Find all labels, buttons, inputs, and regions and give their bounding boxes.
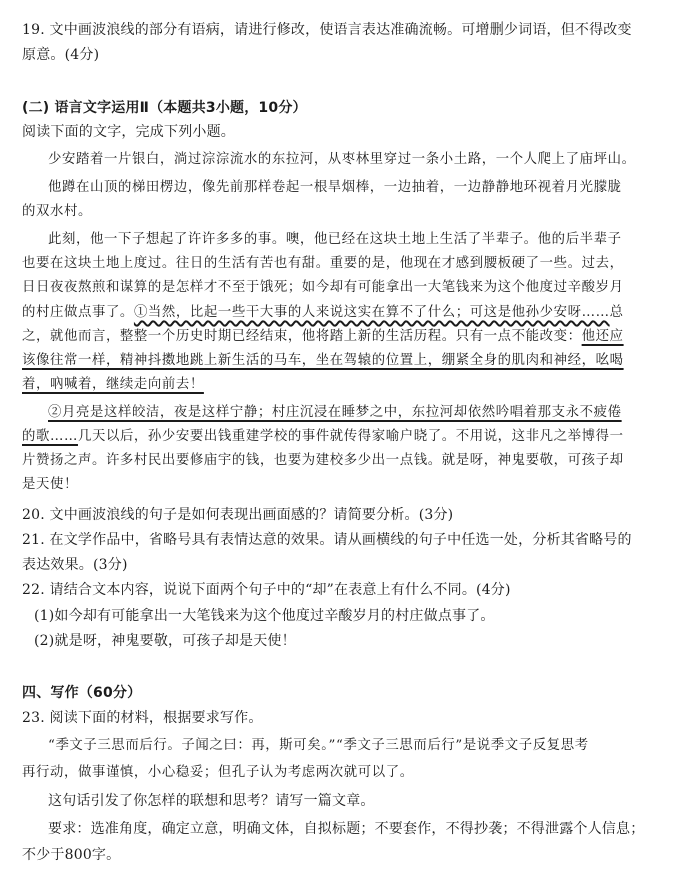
section-2-heading: (二) 语言文字运用Ⅱ（本题共3小题，10分） [22,100,307,116]
passage-p3-line-3: 日日夜夜熬煎和谋算的是怎样才不至于饿死；如今却有可能拿出一大笔钱来为这个他度过辛酸岁月 [22,280,624,295]
q22-line-1: 22. 请结合文本内容，说说下面两个句子中的“却”在表意上有什么不同。(4分) [22,582,511,598]
underlined-sentence-2-part-2: 的歌…… [22,429,78,444]
q23-requirements-line-2: 不少于800字。 [22,847,121,863]
passage-p1: 少安踏着一片银白，淌过淙淙流水的东拉河，从枣林里穿过一条小土路，一个人爬上了庙坪山。 [48,152,636,167]
underlined-sentence-2-part-1: ②月亮是这样皎洁，夜是这样宁静；村庄沉浸在睡梦之中，东拉河却依然吟唱着那支永不疲倦 [48,405,622,420]
q23-requirements-line-1: 要求：选准角度，确定立意，明确文体，自拟标题；不要套作，不得抄袭；不得泄露个人信息； [48,821,645,837]
q20-line-1: 20. 文中画波浪线的句子是如何表现出画面感的？请简要分析。(3分) [22,507,454,523]
q23-line-1: 23. 阅读下面的材料，根据要求写作。 [22,710,263,726]
section-2-instruction: 阅读下面的文字，完成下列小题。 [22,124,235,140]
passage-p3-line-4 [22,303,624,323]
q23-material-line-1: “季文子三思而后行。子闻之曰：再，斯可矣。”“季文子三思而后行”是说季文子反复思考 [48,738,589,753]
passage-p2-line-2: 的双水村。 [22,204,92,219]
passage-p3-line-2: 也要在这块土地上度过。往日的生活有苦也有甜。重要的是，他现在才感到腰板硬了一些。过去， [22,256,624,271]
passage-p4-line-2 [22,427,624,447]
section-4-heading: 四、写作（60分） [22,685,142,701]
underlined-sentence-line-2: 该像往常一样，精神抖擞地跳上新生活的马车，坐在驾辕的位置上，绷紧全身的肌肉和神经，吆喝 [22,353,624,368]
passage-p4-line-1 [48,403,622,423]
passage-p4-line-4: 是天使！ [22,477,78,492]
passage-p3-line-7 [22,375,204,395]
q23-material-line-2: 再行动，做事谨慎，小心稳妥；但孔子认为考虑两次就可以了。 [22,765,414,780]
q19-line-1: 19. 文中画波浪线的部分有语病，请进行修改，使语言表达准确流畅。可增删少词语，但不得改变 [22,22,632,38]
underlined-sentence-part: 他还应 [581,329,624,344]
q19-line-2: 原意。(4分) [22,47,100,63]
q21-line-1: 21. 在文学作品中，省略号具有表情达意的效果。请从画横线的句子中任选一处，分析其省略号的 [22,532,632,548]
passage-p2-line-1: 他蹲在山顶的梯田楞边，像先前那样卷起一根旱烟棒，一边抽着，一边静静地环视着月光朦胧 [48,180,622,195]
q21-line-2: 表达效果。(3分) [22,557,128,573]
underlined-sentence-line-3: 着，吶喊着，继续走向前去！ [22,377,204,392]
passage-p3-line-5 [22,327,624,347]
wavy-underlined-sentence: ①当然，比起一些干大事的人来说这实在算不了什么；可这是他孙少安呀…… [133,305,610,320]
passage-p3-plain-text-2: 之，就他而言，整整一个历史时期已经结束，他将踏上新的生活历程。只有一点不能改变： [22,329,582,344]
passage-p4-line-3: 片赞扬之声。许多村民出要修庙宇的钱，也要为建校多少出一点钱。就是呀，神鬼要敬，可孩子却 [22,453,624,468]
passage-p4-plain-text: 几天以后，孙少安要出钱重建学校的事件就传得家喻户晓了。不用说，这非凡之举博得一 [77,429,624,444]
q22-item-1: (1)如今却有可能拿出一大笔钱来为这个他度过辛酸岁月的村庄做点事了。 [34,608,495,624]
passage-p3-tail-text: 总 [609,305,624,320]
passage-p3-plain-text: 的村庄做点事了。 [22,305,134,320]
passage-p3-line-1: 此刻，他一下子想起了许许多多的事。噢，他已经在这块土地上生活了半辈子。他的后半辈子 [48,232,622,247]
q22-item-2: (2)就是呀，神鬼要敬，可孩子却是天使！ [34,633,296,649]
q23-prompt: 这句话引发了你怎样的联想和思考？请写一篇文章。 [48,793,375,809]
